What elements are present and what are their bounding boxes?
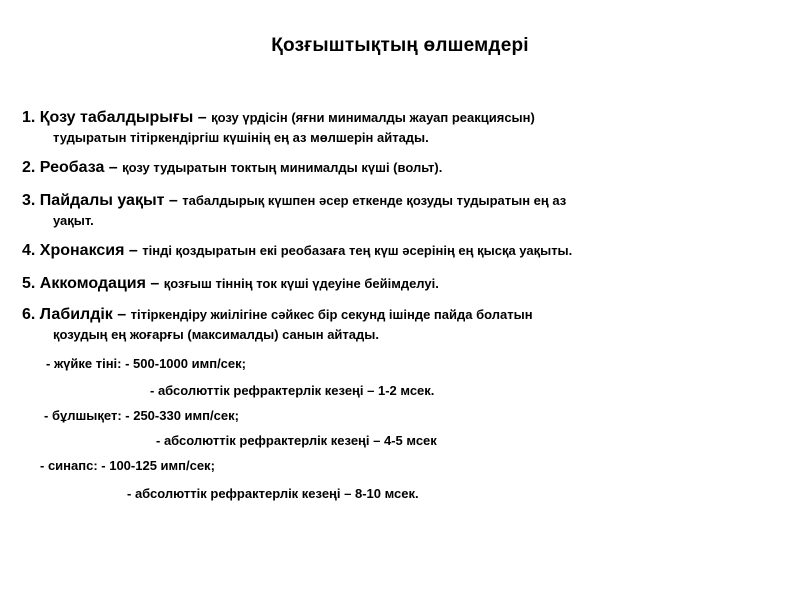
item-definition: тінді қоздыратын екі реобазаға тең күш әсерінің ең қысқа уақыты.	[142, 243, 573, 258]
item-lability	[22, 305, 782, 345]
sub-line-muscle-refractory: - абсолюттік рефрактерлік кезеңі – 4-5 мсек	[156, 433, 437, 448]
item-definition: табалдырық күшпен әсер еткенде қозуды тудыратын ең аз	[182, 193, 567, 208]
item-chronaxie	[22, 241, 782, 261]
sub-line-synapse-frequency: - синапс: - 100-125 имп/сек;	[40, 458, 215, 473]
item-definition: қозу үрдісін (яғни минималды жауап реакциясын)	[211, 110, 535, 125]
item-definition: тітіркендіру жиілігіне сәйкес бір секунд ішінде пайда болатын	[130, 307, 533, 322]
item-term: 1. Қозу табалдырығы –	[22, 109, 212, 126]
sub-line-nerve-refractory: - абсолюттік рефрактерлік кезеңі – 1-2 мсек.	[150, 383, 435, 398]
item-accommodation	[22, 274, 782, 294]
page-title: Қозғыштықтың өлшемдері	[271, 35, 529, 56]
item-term: 2. Реобаза –	[22, 159, 123, 176]
item-useful-time	[22, 191, 782, 231]
item-definition-continued: уақыт.	[53, 213, 94, 228]
item-definition: қозу тудыратын токтың минималды күші (вольт).	[122, 160, 443, 175]
item-term: 6. Лабилдік –	[22, 306, 131, 323]
item-term: 3. Пайдалы уақыт –	[22, 192, 183, 209]
item-term: 5. Аккомодация –	[22, 275, 164, 292]
sub-line-nerve-frequency: - жүйке тіні: - 500-1000 имп/сек;	[46, 356, 246, 371]
sub-line-muscle-frequency: - бұлшықет: - 250-330 имп/сек;	[44, 408, 239, 423]
sub-line-synapse-refractory: - абсолюттік рефрактерлік кезеңі – 8-10 мсек.	[127, 486, 419, 501]
item-definition-continued: тудыратын тітіркендіргіш күшінің ең аз мөлшерін айтады.	[53, 130, 429, 145]
item-threshold	[22, 108, 782, 148]
item-term: 4. Хронаксия –	[22, 242, 143, 259]
item-rheobase	[22, 158, 782, 178]
item-definition-continued: қозудың ең жоғарғы (максималды) санын айтады.	[53, 327, 379, 342]
item-definition: қозғыш тіннің ток күші үдеуіне бейімделуі.	[163, 276, 439, 291]
